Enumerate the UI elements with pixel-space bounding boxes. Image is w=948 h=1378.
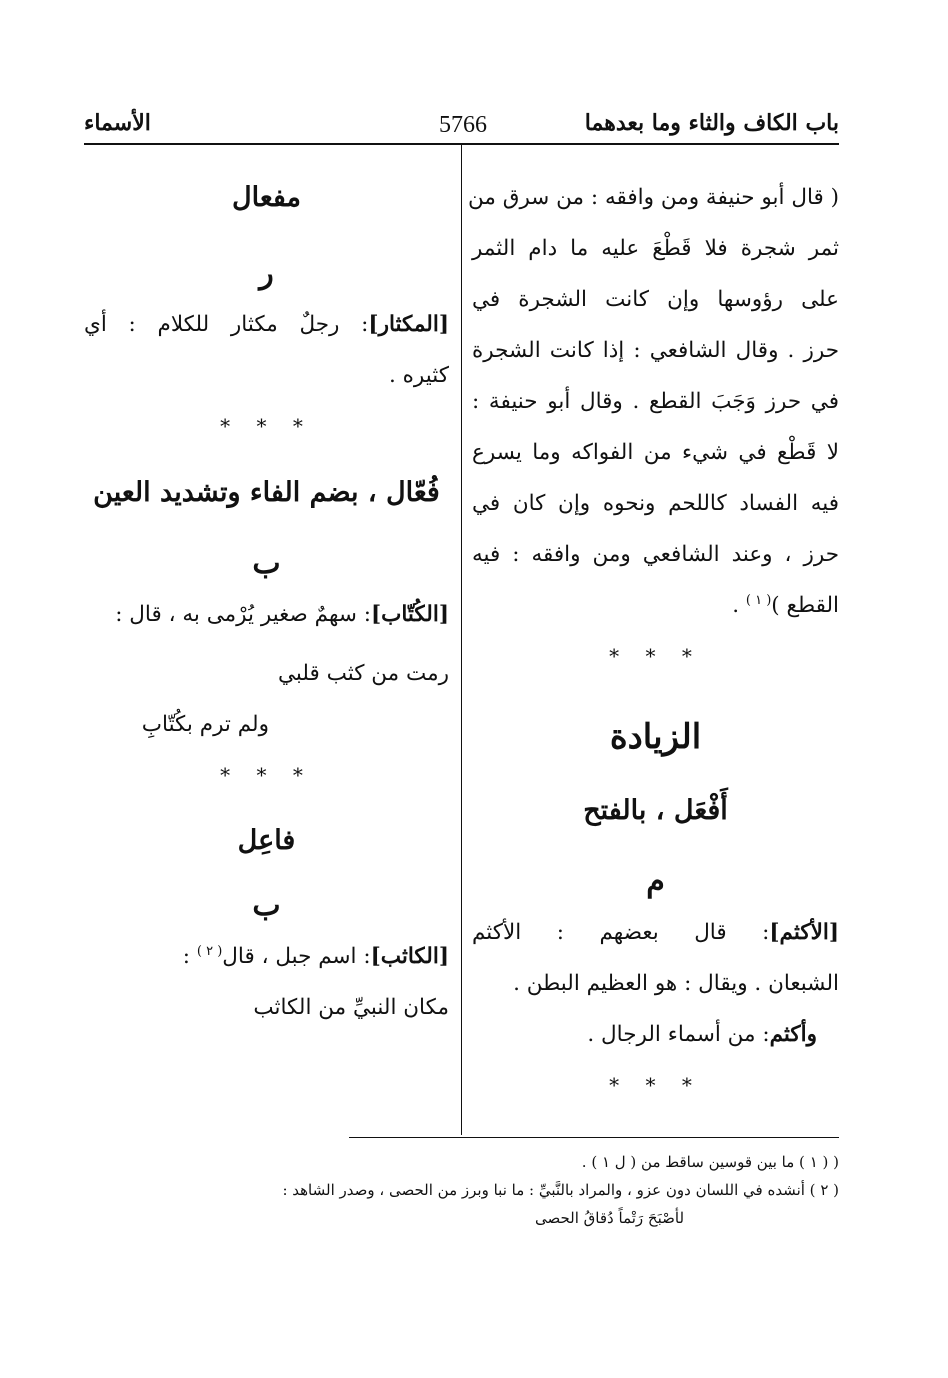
entry-line <box>84 589 449 640</box>
footnote-ref: ( ١ ) <box>745 592 772 608</box>
root-letter: ب <box>252 888 281 923</box>
entry-text: : سهمٌ صغير يُرْمى به ، قال : <box>115 602 371 627</box>
entry-text: : من أسماء الرجال . <box>587 1022 770 1047</box>
spacer <box>472 763 839 785</box>
entry-term: وأكثم <box>769 1022 817 1047</box>
running-header <box>84 104 839 144</box>
footnote-ref: ( ٢ ) <box>196 943 223 959</box>
section-separator: * * * <box>609 644 702 668</box>
entry-line <box>472 907 839 958</box>
root-letter: ر <box>259 256 274 291</box>
section-separator: * * * <box>220 763 313 787</box>
verse-line: مكان النبيِّ من الكاثب <box>253 995 449 1020</box>
text-line: لا قَطْع في شيء من الفواكه وما يسرع <box>472 440 839 465</box>
spacer <box>84 801 449 815</box>
spacer <box>472 836 839 856</box>
header-chapter-title: باب الكاف والثاء وما بعدهما <box>584 110 839 136</box>
text-line: في حرز وَجَبَ القطع . وقال أبو حنيفة : <box>472 389 839 414</box>
spacer <box>84 223 449 248</box>
entry-text: : قال بعضهم : الأكثم <box>472 920 770 945</box>
footnote-rule <box>349 1137 839 1138</box>
root-letter: م <box>646 864 665 899</box>
pattern-heading: أَفْعَل ، بالفتح <box>583 795 728 826</box>
footnotes <box>200 1148 839 1232</box>
entry-term: [الأكثم] <box>769 920 839 945</box>
text-fragment: . <box>732 593 746 618</box>
page-number: 5766 <box>439 112 487 138</box>
entry-term: [الكاثب] <box>370 944 449 969</box>
pattern-heading: فُعّال ، بضم الفاء وتشديد العين <box>93 477 440 508</box>
entry-term: [الكُتّاب] <box>370 602 449 627</box>
entry-line <box>84 299 449 350</box>
text-fragment: : <box>182 944 197 969</box>
section-title: الزيادة <box>609 717 702 757</box>
section-separator: * * * <box>609 1073 702 1097</box>
pattern-heading: مفعال <box>232 182 301 213</box>
pattern-heading: فاعِل <box>237 825 296 856</box>
text-fragment: القطع ) <box>771 593 839 618</box>
text-line: ( قال أبو حنيفة ومن وافقه : من سرق من <box>468 185 839 210</box>
entry-line: الشبعان . ويقال : هو العظيم البطن . <box>513 971 839 996</box>
entry-text: : رجلٌ مكثار للكلام : أي <box>84 312 369 337</box>
text-line: على رؤوسها وإن كانت الشجرة في <box>472 287 839 312</box>
spacer <box>84 518 449 538</box>
text-line: حرز ، وعند الشافعي ومن وافقه : فيه <box>472 542 839 567</box>
text-line: حرز . وقال الشافعي : إذا كانت الشجرة <box>472 338 839 363</box>
entry-line <box>84 931 449 982</box>
footnote-2: ( ٢ ) أنشده في اللسان دون عزو ، والمراد بالنَّبيِّ : ما نبا وبرز من الحصى ، وصدر الشاهد : <box>282 1181 839 1199</box>
entry-line: كثيره . <box>388 363 449 388</box>
text-line-last <box>472 580 839 631</box>
right-column <box>468 172 839 1111</box>
verse-line: ولم ترم بكُتّابِ <box>141 712 269 737</box>
spacer <box>84 452 449 467</box>
section-separator: * * * <box>220 414 313 438</box>
verse-line: رمت من كثب قلبي <box>277 661 449 686</box>
column-divider <box>461 144 462 1135</box>
text-line: ثمر شجرة فلا قَطْعَ عليه ما دام الثمر <box>472 236 839 261</box>
footnote-verse: لأصْبَحَ رَتْماً دُقاقُ الحصى <box>534 1209 685 1227</box>
entry-term: [المكثار] <box>368 312 449 337</box>
footnote-1: ( ( ١ ) ما بين قوسين ساقط من ( ل ١ ) . <box>581 1153 839 1171</box>
spacer <box>472 682 839 712</box>
root-letter: ب <box>252 546 281 581</box>
header-section-title: الأسماء <box>84 110 151 136</box>
left-column <box>84 172 449 1033</box>
entry-line <box>472 1009 839 1060</box>
text-line: فيه الفساد كاللحم ونحوه وإن كان في <box>472 491 839 516</box>
spacer <box>84 866 449 880</box>
entry-text: : اسم جبل ، قال <box>222 944 371 969</box>
